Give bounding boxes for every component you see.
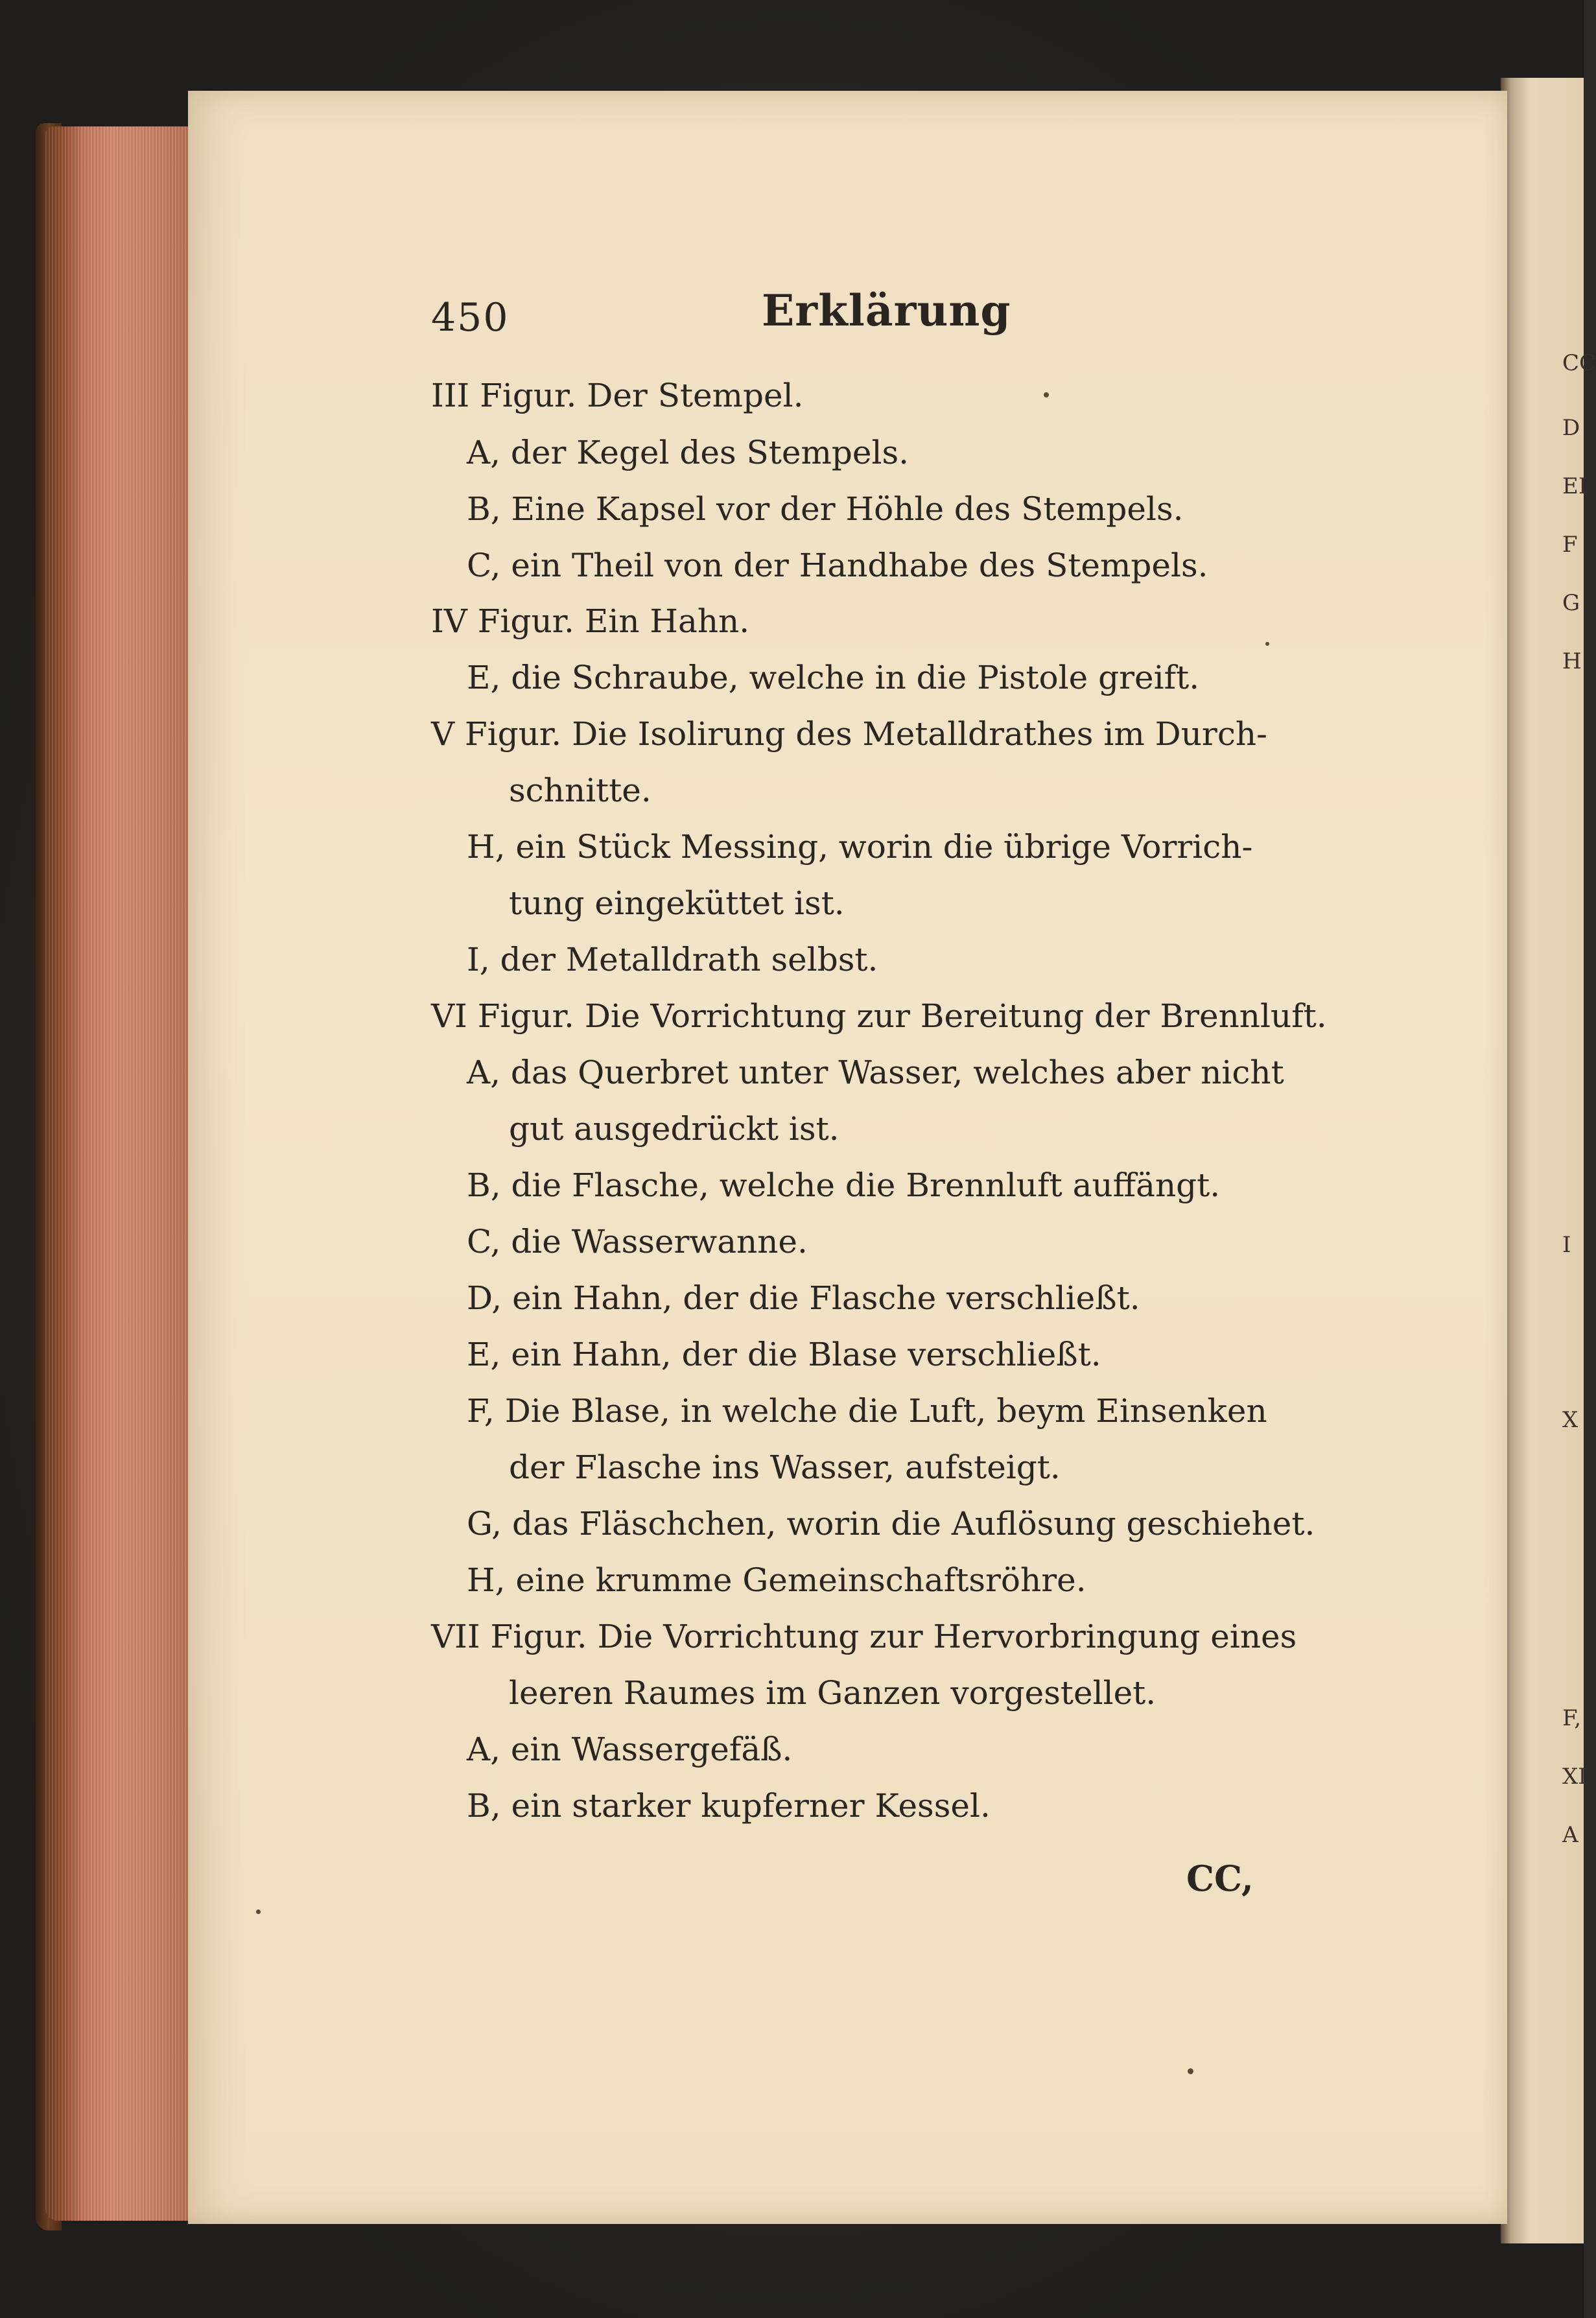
text-line: VI Figur. Die Vorrichtung zur Bereitung der Brennluft.: [431, 997, 1327, 1035]
text-line: A, ein Wassergefäß.: [467, 1731, 793, 1768]
page-edges: [45, 126, 194, 2221]
paper-speck: [1044, 392, 1049, 397]
text-line: I, der Metalldrath selbst.: [467, 941, 878, 978]
book-page: [188, 91, 1507, 2224]
text-line: schnitte.: [509, 772, 651, 809]
text-line: B, die Flasche, welche die Brennluft auffängt.: [467, 1166, 1221, 1204]
paper-speck: [1188, 2068, 1193, 2074]
text-line: tung eingeküttet ist.: [509, 884, 845, 922]
text-line: C, ein Theil von der Handhabe des Stempels.: [467, 547, 1208, 584]
margin-letter: I: [1562, 1232, 1571, 1258]
text-line: III Figur. Der Stempel.: [431, 377, 804, 414]
text-line: A, das Querbret unter Wasser, welches aber nicht: [467, 1054, 1284, 1091]
text-line: leeren Raumes im Ganzen vorgestellet.: [509, 1674, 1156, 1712]
text-line: B, Eine Kapsel vor der Höhle des Stempels.: [467, 490, 1184, 528]
text-line: VII Figur. Die Vorrichtung zur Hervorbringung eines: [431, 1618, 1297, 1655]
running-head: Erklärung: [762, 285, 1011, 336]
paper-speck: [1265, 642, 1269, 646]
text-line: F, Die Blase, in welche die Luft, beym Einsenken: [467, 1392, 1267, 1430]
text-line: E, die Schraube, welche in die Pistole greift.: [467, 659, 1200, 696]
text-line: gut ausgedrückt ist.: [509, 1110, 839, 1148]
text-line: G, das Fläschchen, worin die Auflösung geschiehet.: [467, 1505, 1315, 1543]
text-line: B, ein starker kupferner Kessel.: [467, 1787, 991, 1825]
margin-letter: XI: [1562, 1764, 1587, 1790]
margin-letter: F: [1562, 532, 1578, 558]
text-line: der Flasche ins Wasser, aufsteigt.: [509, 1449, 1061, 1486]
text-line: E, ein Hahn, der die Blase verschließt.: [467, 1336, 1101, 1373]
text-line: C, die Wasserwanne.: [467, 1223, 808, 1260]
paper-speck: [256, 1910, 261, 1914]
margin-letter: X: [1562, 1407, 1578, 1433]
margin-letter: H: [1562, 648, 1582, 674]
margin-letter: EI: [1562, 473, 1588, 499]
page-number: 450: [431, 295, 510, 340]
margin-letter: F,: [1562, 1705, 1582, 1731]
margin-letter: A: [1562, 1822, 1578, 1848]
text-line: H, ein Stück Messing, worin die übrige Vorrich-: [467, 828, 1253, 866]
text-line: D, ein Hahn, der die Flasche verschließt.: [467, 1279, 1140, 1317]
catchword: CC,: [1186, 1858, 1254, 1899]
margin-letter: D: [1562, 415, 1580, 441]
facing-page-margin: [1562, 0, 1596, 2318]
text-line: H, eine krumme Gemeinschaftsröhre.: [467, 1561, 1086, 1599]
margin-letter: G: [1562, 590, 1580, 616]
text-line: A, der Kegel des Stempels.: [467, 434, 909, 471]
margin-letter: CC: [1562, 350, 1596, 376]
text-line: IV Figur. Ein Hahn.: [431, 602, 750, 640]
text-line: V Figur. Die Isolirung des Metalldrathes im Durch-: [431, 715, 1267, 753]
